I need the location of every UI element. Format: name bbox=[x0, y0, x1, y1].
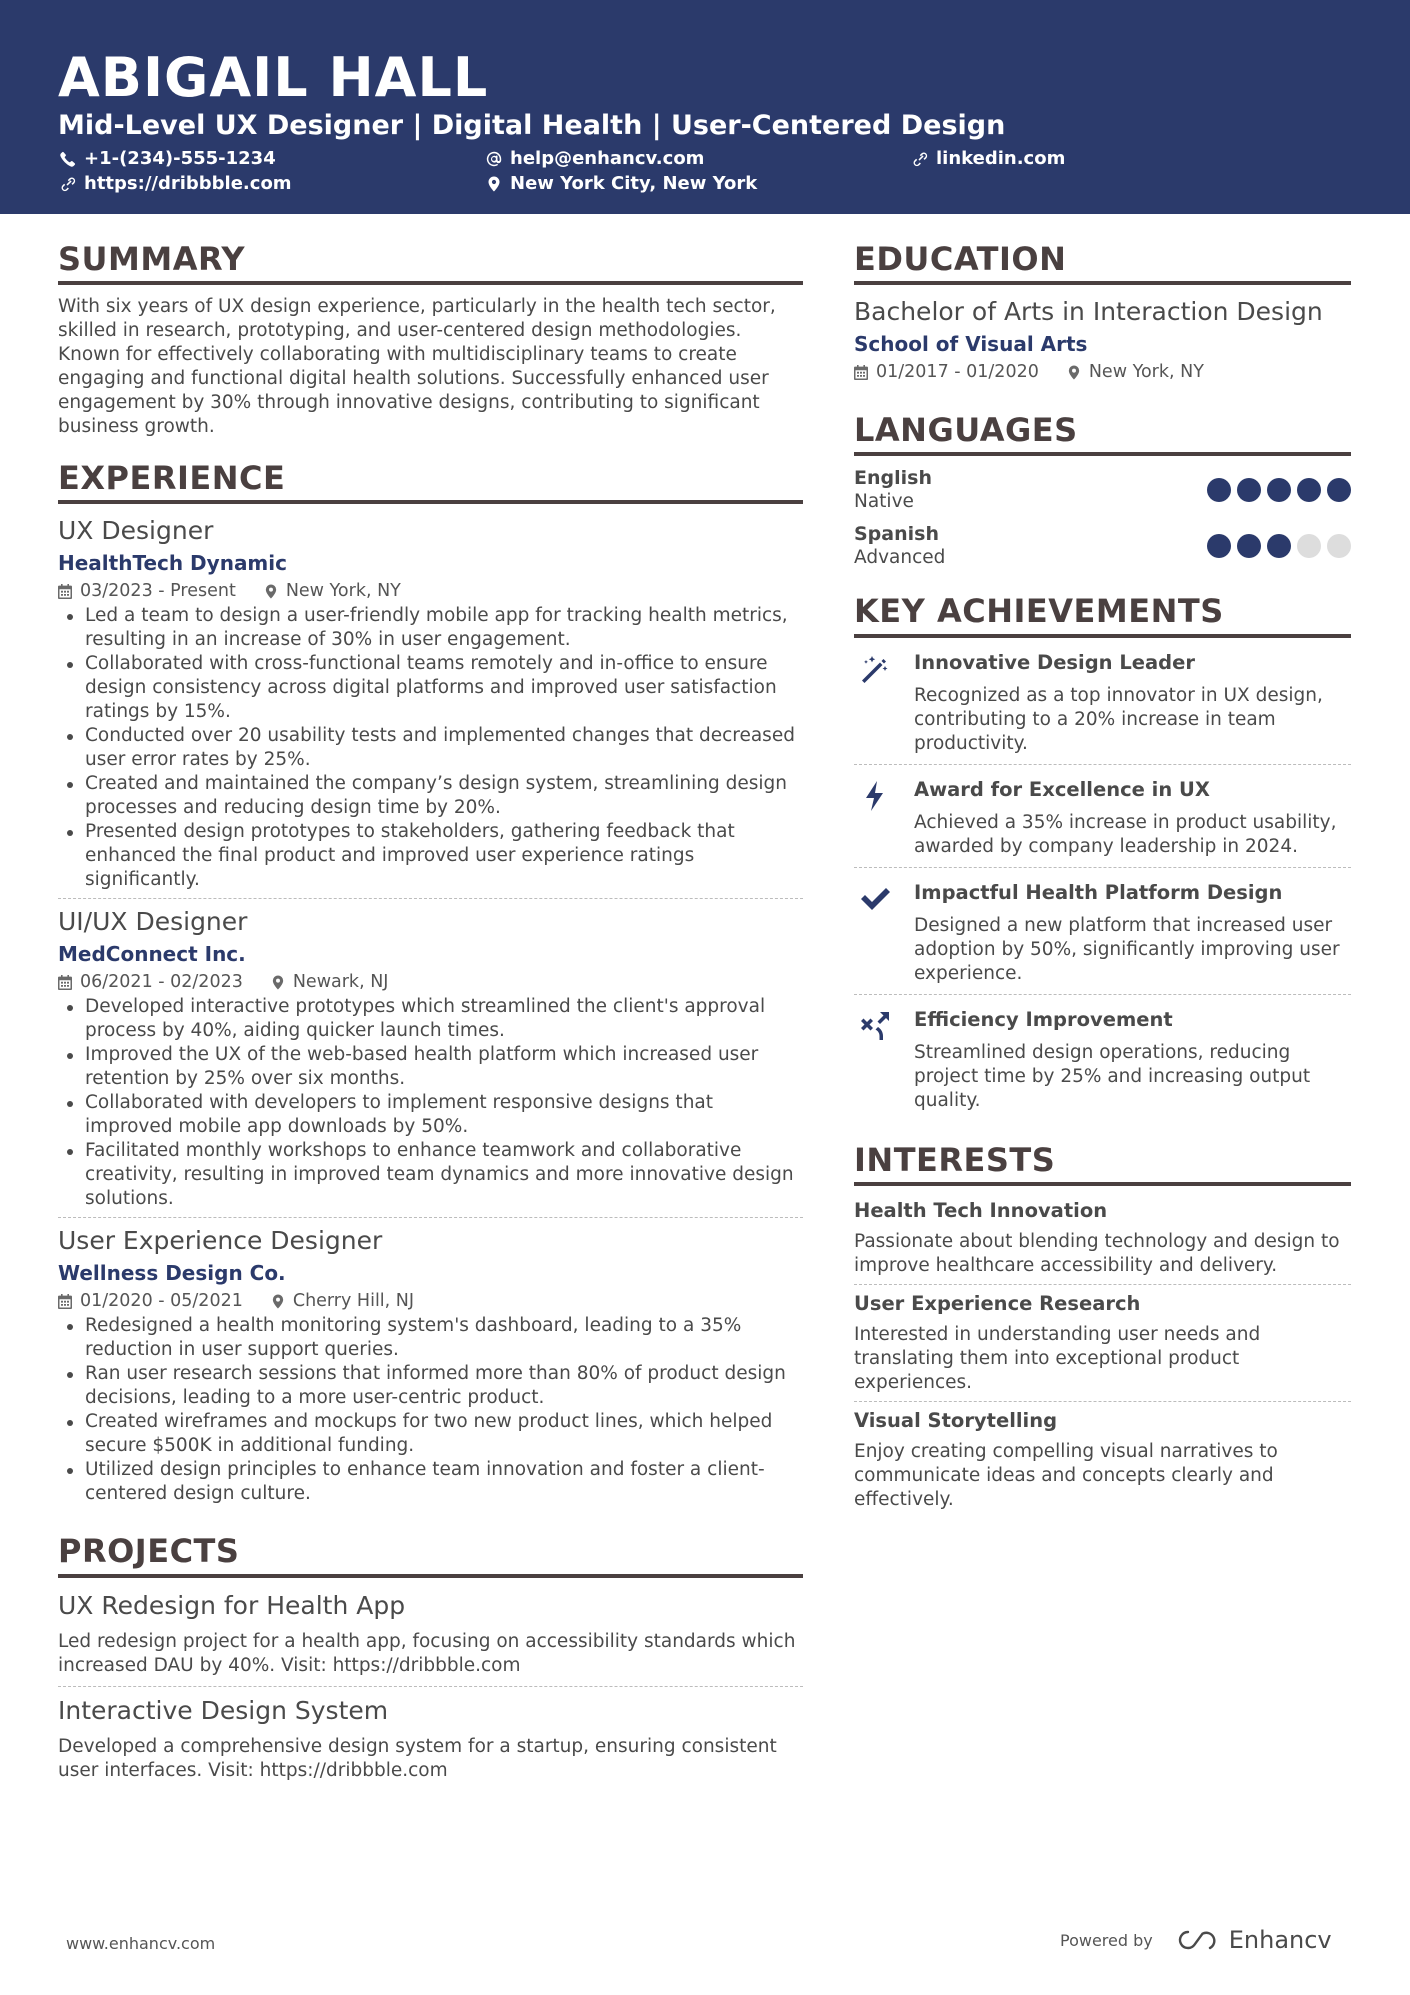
experience-section bbox=[58, 461, 803, 1512]
location-contact bbox=[486, 173, 757, 194]
achievements-heading: KEY ACHIEVEMENTS bbox=[854, 594, 1351, 637]
job-meta bbox=[58, 969, 803, 995]
candidate-name: ABIGAIL HALL bbox=[58, 46, 489, 109]
enhancv-logo bbox=[1177, 1926, 1332, 1954]
bullet-item: Developed interactive prototypes which streamlined the client's approval process by 40%, aiding quicker launch times. bbox=[58, 995, 803, 1043]
education-heading: EDUCATION bbox=[854, 242, 1351, 285]
map-pin-icon bbox=[264, 584, 278, 599]
email-text: help@enhancv.com bbox=[510, 148, 705, 169]
education-meta bbox=[854, 359, 1351, 385]
job-dates: 06/2021 - 02/2023 bbox=[80, 972, 243, 993]
interest-text: Passionate about blending technology and design to improve healthcare accessibility and delivery. bbox=[854, 1230, 1340, 1276]
left-column bbox=[58, 242, 803, 1791]
location-text: New York City, New York bbox=[510, 173, 758, 194]
rating-dot-empty bbox=[1297, 534, 1321, 558]
job-location: New York, NY bbox=[285, 581, 401, 602]
rating-dot-filled bbox=[1237, 534, 1261, 558]
achievement-text: Recognized as a top innovator in UX design, contributing to a 20% increase in team productivity. bbox=[914, 684, 1323, 754]
candidate-subtitle: Mid-Level UX Designer | Digital Health | User-Centered Design bbox=[58, 110, 1006, 141]
languages-heading: LANGUAGES bbox=[854, 413, 1351, 456]
phone-text: +1-(234)-555-1234 bbox=[84, 148, 276, 169]
language-level: Advanced bbox=[854, 547, 946, 569]
bullet-item: Conducted over 20 usability tests and implemented changes that decreased user error rates by 25%. bbox=[58, 724, 803, 772]
right-column bbox=[854, 242, 1351, 1518]
bullet-item: Presented design prototypes to stakeholders, gathering feedback that enhanced the final product and improved user experience ratings significantly. bbox=[58, 820, 803, 892]
achievement-entry bbox=[854, 764, 1351, 867]
achievement-text: Designed a new platform that increased user adoption by 50%, significantly improving user experience. bbox=[914, 914, 1340, 984]
calendar-icon bbox=[58, 584, 72, 599]
interest-text: Interested in understanding user needs and translating them into exceptional product experiences. bbox=[854, 1323, 1261, 1393]
map-pin-icon bbox=[1067, 365, 1081, 380]
map-pin-icon bbox=[271, 1294, 285, 1309]
bullet-item: Created wireframes and mockups for two new product lines, which helped secure $500K in additional funding. bbox=[58, 1410, 803, 1458]
interest-title: Health Tech Innovation bbox=[854, 1198, 1108, 1222]
bullet-item: Collaborated with developers to implement responsive designs that improved mobile app downloads by 50%. bbox=[58, 1091, 803, 1139]
achievement-entry bbox=[854, 638, 1351, 764]
interests-heading: INTERESTS bbox=[854, 1143, 1351, 1186]
language-entry bbox=[854, 522, 1351, 570]
education-location: New York, NY bbox=[1088, 362, 1204, 383]
job-title: User Experience Designer bbox=[58, 1226, 383, 1256]
project-entry bbox=[58, 1588, 803, 1686]
school-name: School of Visual Arts bbox=[854, 332, 1088, 357]
enhancv-logo-icon bbox=[1177, 1928, 1221, 1952]
job-dates: 01/2020 - 05/2021 bbox=[80, 1291, 243, 1312]
interests-section bbox=[854, 1140, 1351, 1518]
rating-dot-filled bbox=[1267, 478, 1291, 502]
bullet-item: Utilized design principles to enhance team innovation and foster a client-centered design culture. bbox=[58, 1458, 803, 1506]
website-text: https://dribbble.com bbox=[84, 173, 292, 194]
interest-title: Visual Storytelling bbox=[854, 1408, 1058, 1432]
achievement-title: Efficiency Improvement bbox=[914, 1007, 1173, 1031]
footer-website[interactable]: www.enhancv.com bbox=[66, 1934, 216, 1953]
degree-title: Bachelor of Arts in Interaction Design bbox=[854, 297, 1323, 327]
powered-by-label: Powered by bbox=[1060, 1930, 1153, 1950]
interest-title: User Experience Research bbox=[854, 1291, 1141, 1315]
at-icon bbox=[486, 151, 502, 167]
job-bullets bbox=[58, 995, 803, 1211]
rating-dot-filled bbox=[1207, 478, 1231, 502]
interest-entry bbox=[854, 1284, 1351, 1401]
summary-text: With six years of UX design experience, particularly in the health tech sector, skilled in research, prototyping, and user-centered design methodologies. Known for effectively collaborating with multidisciplinary teams to create engaging and functional digital health solutions. Successfully enhanced user engagement by 30% through innovative designs, contributing to significant business growth. bbox=[58, 296, 776, 438]
language-rating bbox=[1207, 534, 1351, 558]
map-pin-icon bbox=[271, 975, 285, 990]
achievement-text: Streamlined design operations, reducing project time by 25% and increasing output quality. bbox=[914, 1041, 1311, 1111]
interest-entry bbox=[854, 1192, 1351, 1284]
linkedin-contact[interactable] bbox=[912, 148, 1065, 169]
bullet-item: Facilitated monthly workshops to enhance teamwork and collaborative creativity, resulting in improved team dynamics and more innovative design solutions. bbox=[58, 1139, 803, 1211]
lightning-icon bbox=[858, 779, 892, 813]
calendar-icon bbox=[58, 1294, 72, 1309]
project-description: Developed a comprehensive design system for a startup, ensuring consistent user interfaces. Visit: https://dribbble.com bbox=[58, 1735, 777, 1781]
achievement-entry bbox=[854, 867, 1351, 994]
interest-text: Enjoy creating compelling visual narratives to communicate ideas and concepts clearly and effectively. bbox=[854, 1440, 1278, 1510]
bullet-item: Led a team to design a user-friendly mobile app for tracking health metrics, resulting in an increase of 30% in user engagement. bbox=[58, 604, 803, 652]
footer-branding[interactable] bbox=[1060, 1926, 1332, 1954]
language-name: Spanish bbox=[854, 523, 939, 546]
job-title: UI/UX Designer bbox=[58, 907, 248, 937]
bullet-item: Improved the UX of the web-based health platform which increased user retention by 25% over six months. bbox=[58, 1043, 803, 1091]
experience-heading: EXPERIENCE bbox=[58, 461, 803, 504]
bullet-item: Created and maintained the company’s design system, streamlining design processes and reducing design time by 20%. bbox=[58, 772, 803, 820]
linkedin-text: linkedin.com bbox=[936, 148, 1066, 169]
language-level: Native bbox=[854, 491, 914, 513]
achievement-title: Award for Excellence in UX bbox=[914, 777, 1210, 801]
company-name: HealthTech Dynamic bbox=[58, 551, 287, 576]
achievement-title: Innovative Design Leader bbox=[914, 650, 1195, 674]
education-section bbox=[854, 242, 1351, 385]
header bbox=[0, 0, 1410, 214]
bullet-item: Collaborated with cross-functional teams remotely and in-office to ensure design consistency across digital platforms and improved user satisfaction ratings by 15%. bbox=[58, 652, 803, 724]
email-contact[interactable] bbox=[486, 148, 704, 169]
project-description: Led redesign project for a health app, focusing on accessibility standards which increased DAU by 40%. Visit: https://dribbble.com bbox=[58, 1630, 796, 1676]
job-entry bbox=[58, 514, 803, 898]
job-meta bbox=[58, 578, 803, 604]
rating-dot-empty bbox=[1327, 534, 1351, 558]
phone-contact[interactable] bbox=[60, 148, 276, 169]
checkmark-icon bbox=[858, 882, 892, 916]
bullet-item: Ran user research sessions that informed more than 80% of product design decisions, leading to a more user-centric product. bbox=[58, 1362, 803, 1410]
education-dates: 01/2017 - 01/2020 bbox=[876, 362, 1039, 383]
languages-section bbox=[854, 413, 1351, 570]
rating-dot-filled bbox=[1297, 478, 1321, 502]
bullet-item: Redesigned a health monitoring system's dashboard, leading to a 35% reduction in user support queries. bbox=[58, 1314, 803, 1362]
rating-dot-filled bbox=[1207, 534, 1231, 558]
company-name: Wellness Design Co. bbox=[58, 1261, 286, 1286]
project-title: Interactive Design System bbox=[58, 1695, 389, 1725]
job-entry bbox=[58, 1217, 803, 1512]
achievement-title: Impactful Health Platform Design bbox=[914, 880, 1283, 904]
project-entry bbox=[58, 1686, 803, 1791]
rating-dot-filled bbox=[1327, 478, 1351, 502]
summary-heading: SUMMARY bbox=[58, 242, 803, 285]
job-location: Cherry Hill, NJ bbox=[292, 1291, 415, 1312]
phone-icon bbox=[60, 151, 76, 167]
achievement-entry bbox=[854, 994, 1351, 1121]
route-icon bbox=[858, 1009, 892, 1043]
job-title: UX Designer bbox=[58, 516, 214, 546]
projects-section bbox=[58, 1534, 803, 1790]
rating-dot-filled bbox=[1237, 478, 1261, 502]
rating-dot-filled bbox=[1267, 534, 1291, 558]
language-rating bbox=[1207, 478, 1351, 502]
job-meta bbox=[58, 1288, 803, 1314]
calendar-icon bbox=[854, 365, 868, 380]
job-location: Newark, NJ bbox=[292, 972, 389, 993]
link-icon bbox=[60, 176, 76, 192]
calendar-icon bbox=[58, 975, 72, 990]
link-icon bbox=[912, 151, 928, 167]
job-bullets bbox=[58, 604, 803, 892]
job-dates: 03/2023 - Present bbox=[80, 581, 236, 602]
company-name: MedConnect Inc. bbox=[58, 942, 246, 967]
summary-section bbox=[58, 242, 803, 439]
website-contact[interactable] bbox=[60, 173, 292, 194]
enhancv-brand-text: Enhancv bbox=[1228, 1926, 1332, 1954]
language-name: English bbox=[854, 467, 932, 490]
interest-entry bbox=[854, 1401, 1351, 1518]
projects-heading: PROJECTS bbox=[58, 1534, 803, 1577]
achievements-section bbox=[854, 594, 1351, 1120]
language-entry bbox=[854, 466, 1351, 514]
map-pin-icon bbox=[486, 176, 502, 192]
achievement-text: Achieved a 35% increase in product usability, awarded by company leadership in 2024. bbox=[914, 811, 1337, 857]
project-title: UX Redesign for Health App bbox=[58, 1590, 406, 1620]
job-bullets bbox=[58, 1314, 803, 1506]
magic-wand-icon bbox=[858, 652, 892, 686]
job-entry bbox=[58, 898, 803, 1217]
